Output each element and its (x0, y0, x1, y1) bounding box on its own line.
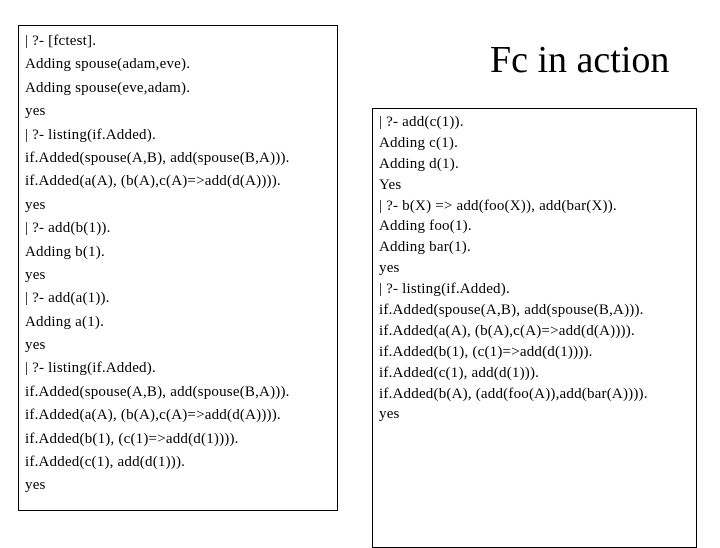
console-line: if.Added(b(1), (c(1)=>add(d(1)))). (25, 430, 239, 447)
console-line: yes (379, 260, 400, 277)
console-line: | ?- [fctest]. (25, 33, 97, 49)
console-line: yes (25, 477, 46, 494)
slide-title: Fc in action (490, 39, 670, 81)
console-line: if.Added(b(A), (add(foo(A)),add(bar(A)))). (379, 385, 648, 402)
console-line: yes (25, 103, 46, 120)
console-line: if.Added(c(1), add(d(1))). (379, 364, 540, 381)
console-line: | ?- add(a(1)). (25, 290, 110, 307)
console-line: yes (379, 406, 400, 423)
console-line: Adding b(1). (25, 243, 105, 260)
console-line: if.Added(spouse(A,B), add(spouse(B,A))). (25, 149, 290, 166)
console-line: | ?- add(b(1)). (25, 220, 111, 237)
console-line: Yes (379, 176, 402, 193)
console-line: Adding foo(1). (379, 218, 472, 235)
console-line: Adding c(1). (379, 134, 459, 151)
console-line: Adding spouse(adam,eve). (25, 56, 191, 73)
console-line: if.Added(b(1), (c(1)=>add(d(1)))). (379, 343, 593, 360)
console-line: if.Added(spouse(A,B), add(spouse(B,A))). (379, 302, 644, 319)
console-line: | ?- b(X) => add(foo(X)), add(bar(X)). (379, 197, 617, 214)
console-line: Adding d(1). (379, 155, 459, 172)
console-line: if.Added(c(1), add(d(1))). (25, 454, 186, 471)
right-console-box (372, 108, 697, 548)
console-line: | ?- add(c(1)). (379, 114, 464, 130)
console-line: yes (25, 196, 46, 213)
console-line: Adding a(1). (25, 313, 105, 330)
console-line: if.Added(a(A), (b(A),c(A)=>add(d(A)))). (25, 407, 281, 424)
console-line: Adding spouse(eve,adam). (25, 79, 191, 96)
console-line: if.Added(spouse(A,B), add(spouse(B,A))). (25, 383, 290, 400)
console-line: Adding bar(1). (379, 239, 471, 256)
console-line: | ?- listing(if.Added). (25, 126, 156, 143)
console-line: yes (25, 266, 46, 283)
console-line: | ?- listing(if.Added). (25, 360, 156, 377)
console-line: | ?- listing(if.Added). (379, 281, 510, 298)
console-line: yes (25, 337, 46, 354)
left-console-box (18, 25, 338, 511)
console-line: if.Added(a(A), (b(A),c(A)=>add(d(A)))). (25, 173, 281, 190)
console-line: if.Added(a(A), (b(A),c(A)=>add(d(A)))). (379, 322, 635, 339)
